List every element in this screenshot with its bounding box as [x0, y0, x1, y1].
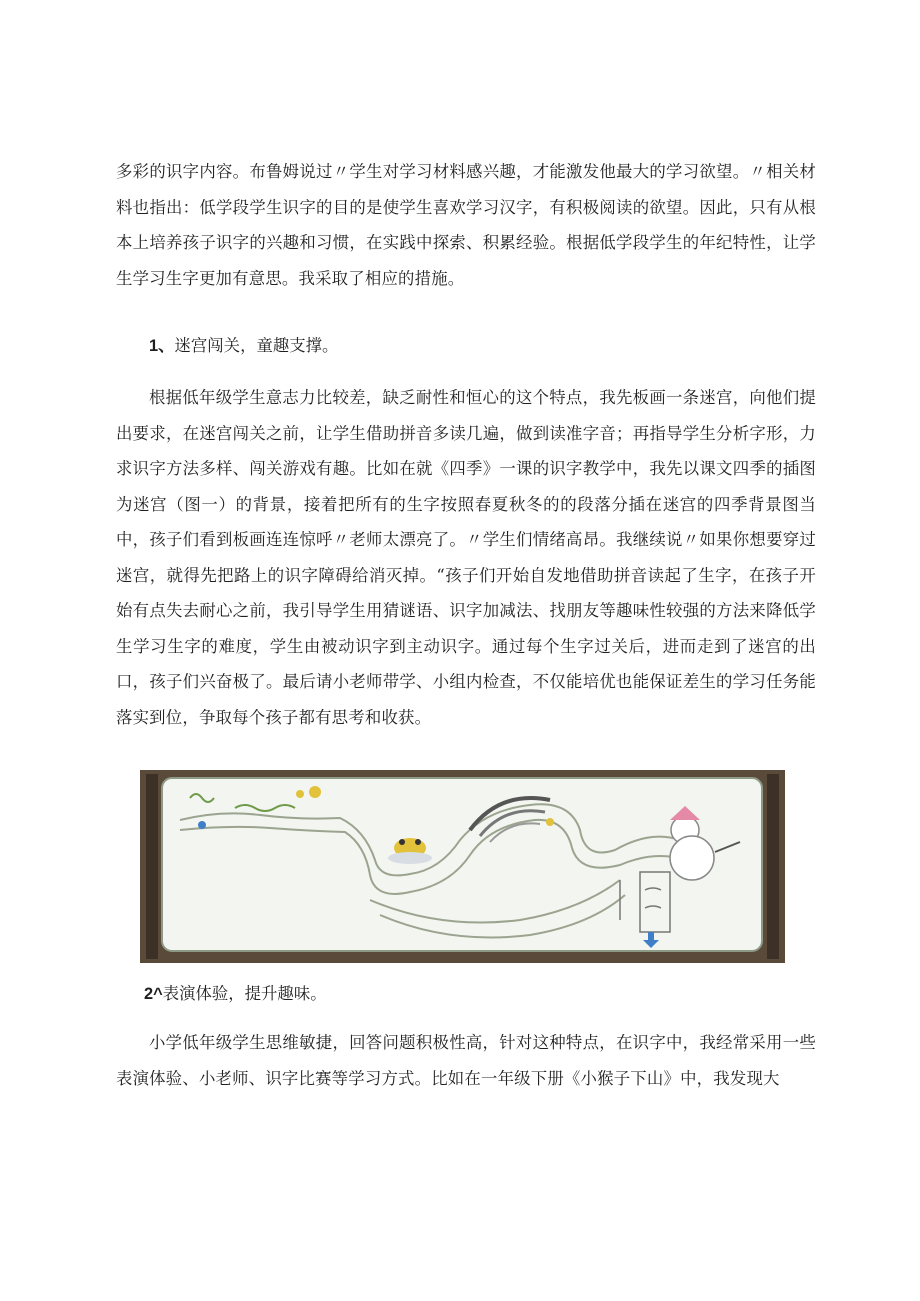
- figure-maze-board: [140, 770, 785, 963]
- paragraph-maze-text: 根据低年级学生意志力比较差，缺乏耐性和恒心的这个特点，我先板画一条迷宫，向他们提出要求，在迷宫闯关之前，让学生借助拼音多读几遍，做到读准字音；再指导学生分析字形，力求识字方法多样、闯关游戏有趣。比如在就《四季》一课的识字教学中，我先以课文四季的插图为迷宫（图一）的背景，接着把所有的生字按照春夏秋冬的的段落分插在迷宫的四季背景图当中，孩子们看到板画连连惊呼〃老师太漂亮了。〃学生们情绪高昂。我继续说〃如果你想要穿过迷宫，就得先把路上的识字障碍给消灭掉。“孩子们开始自发地借助拼音读起了生字，在孩子开始有点失去耐心之前，我引导学生用猜谜语、识字加减法、找朋友等趣味性较强的方法来降低学生学习生字的难度，学生由被动识字到主动识字。通过每个生字过关后，进而走到了迷宫的出口，孩子们兴奋极了。最后请小老师带学、小组内检查，不仅能培优也能保证差生的学习任务能落实到位，争取每个孩子都有思考和收获。: [116, 388, 816, 727]
- paragraph-performance-text: 小学低年级学生思维敏捷，回答问题积极性高，针对这种特点，在识字中，我经常采用一些表演体验、小老师、识字比赛等学习方式。比如在一年级下册《小猴子下山》中，我发现大: [116, 1033, 816, 1088]
- section-title-2: 表演体验，提升趣味。: [162, 984, 327, 1003]
- section-heading-2: [144, 980, 327, 1004]
- paragraph-maze: [116, 380, 816, 735]
- maze-drawing: [140, 770, 785, 963]
- section-title-1: 迷宫闯关，童趣支撑。: [174, 336, 339, 355]
- paragraph-intro-text: 多彩的识字内容。布鲁姆说过〃学生对学习材料感兴趣，才能激发他最大的学习欲望。〃相关材料也指出：低学段学生识字的目的是使学生喜欢学习汉字，有积极阅读的欲望。因此，只有从根本上培养孩子识字的兴趣和习惯，在实践中探索、积累经验。根据低学段学生的年纪特性，让学生学习生字更加有意思。我采取了相应的措施。: [116, 162, 816, 288]
- section-number-1: 1、: [149, 337, 175, 355]
- paragraph-intro: [116, 154, 816, 296]
- section-number-2: 2^: [144, 985, 163, 1003]
- paragraph-performance: [116, 1025, 816, 1096]
- section-heading-1: [149, 332, 338, 356]
